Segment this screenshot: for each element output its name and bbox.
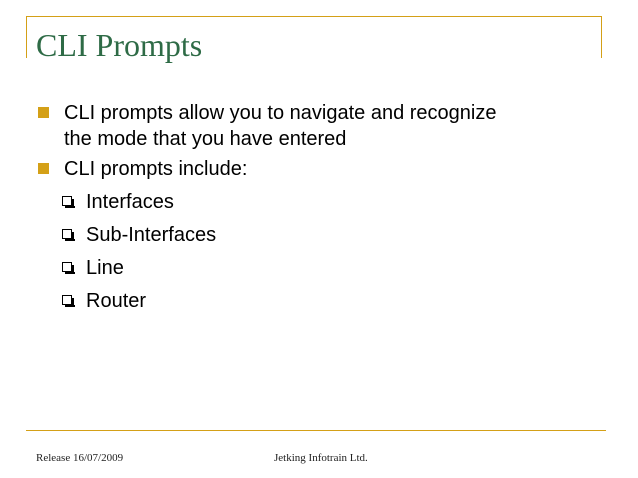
- box-bullet-icon: [62, 295, 72, 305]
- sub-bullet-text: Interfaces: [86, 191, 174, 213]
- square-bullet-icon: [38, 163, 49, 174]
- sub-bullet-item: [38, 288, 598, 314]
- bullet-text-line2: the mode that you have entered: [64, 128, 347, 150]
- footer-divider: [26, 430, 606, 431]
- slide-title: CLI Prompts: [36, 27, 203, 63]
- sub-bullet-text: Router: [86, 290, 147, 312]
- sub-bullet-text: Sub-Interfaces: [86, 224, 217, 246]
- bullet-text-line1: CLI prompts allow you to navigate and recognize: [64, 102, 497, 124]
- square-bullet-icon: [38, 107, 49, 118]
- box-bullet-icon: [62, 196, 72, 206]
- box-bullet-icon: [62, 229, 72, 239]
- top-divider: [26, 16, 602, 17]
- bullet-text: CLI prompts include:: [64, 158, 248, 180]
- left-frame-line: [26, 16, 27, 58]
- bullet-item: [38, 156, 598, 182]
- footer-release: Release 16/07/2009: [36, 452, 124, 464]
- right-frame-line: [601, 16, 602, 58]
- bullet-list: [38, 100, 598, 321]
- sub-bullet-text: Line: [86, 257, 124, 279]
- sub-bullet-item: [38, 189, 598, 215]
- sub-bullet-item: [38, 222, 598, 248]
- box-bullet-icon: [62, 262, 72, 272]
- sub-bullet-item: [38, 255, 598, 281]
- footer-company: Jetking Infotrain Ltd.: [274, 452, 368, 464]
- bullet-item: [38, 100, 598, 152]
